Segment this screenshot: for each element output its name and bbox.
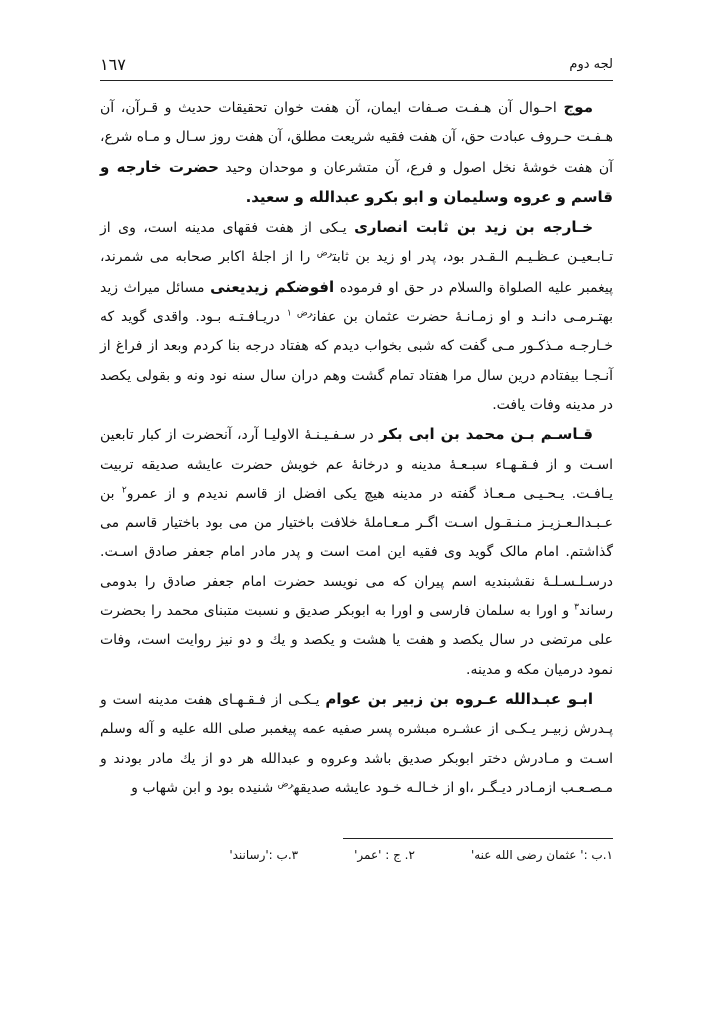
page-number: ١٦٧ — [100, 55, 126, 74]
paragraph-qasim — [100, 420, 613, 685]
paragraph-text: یـکی از هفت فقهای مدینه است، وی از تـابـعیـن عـظـیـم الـقـدر بود، پدر او زید بن ثابت — [100, 220, 613, 266]
running-title: لجه دوم — [569, 57, 613, 72]
paragraph-text: بن عـبـدالـعـزیـز مـنـقـول اسـت اگـر مـعـاملهٔ خلافت باختیار من می بود باختیار قاسم می گذاشتم. امام مالک گوید وی فقیه این امت است و پدر مادر امام جعفر صادق اسـت. درسـلـسـلـهٔ نقشبندیه اسم پیران که می نویسد حضرت امام جعفر صادق را بدومی رساند — [100, 485, 613, 620]
footnote: ٣.ب :'رسانند' — [229, 848, 299, 862]
footnote-ref: ٣ — [574, 602, 579, 613]
footnote-ref: ٢ — [121, 485, 127, 496]
paragraph-text: احـوال آن هـفـت صـفات ایمان، آن هفت خوان تحقیقات حدیث و قـرآن، آن هـفـت حـروف عبادت حق، آن هفت فقیه شریعت مطلق، آن هفت روز سـال و مـاه شرع، آن هفت خوشهٔ نخل اصول و فرع، آن متشرعان و موحدان وحید — [100, 100, 614, 176]
paragraph-tail: حضرت خارجه و قاسم و عروه وسلیمان و ابو بکرو عبدالله و سعید. — [100, 157, 613, 206]
paragraph-lead: خـارجه بن زید بن ثابت انصاری — [354, 218, 594, 237]
body-text — [100, 93, 613, 803]
paragraph-urwah — [100, 685, 613, 803]
paragraph-lead: قـاسـم بـن محمد بن ابی بکر — [378, 425, 593, 444]
paragraph-kharijah — [100, 213, 613, 420]
paragraph-text: یـکـی از فـقـهـای هفت مدینه است و پـدرش زبیـر یـکـی از عشـره مبشره پسر صفیه عمه پیغمبر صلی الله علیه و آله وسلم اسـت و مـادرش دختر ابوبکر صدیق باشد وعروه و عبدالله هر دو از یك مادر بودند و مـصـعـب ازمـادر دیـگـر ،او از خـالـه خـود عایشه صدیقه — [100, 691, 613, 796]
footnotes — [100, 848, 613, 862]
footnote: ١.ب :' عثمان رضی الله عنه' — [470, 848, 613, 862]
hadith-phrase: افوضکم زیدیعنی — [210, 277, 335, 296]
paragraph-lead: موج — [563, 98, 593, 116]
honorific-mark: رض — [316, 248, 333, 259]
footnote-rule — [343, 838, 613, 839]
page-header — [100, 55, 613, 79]
header-rule — [100, 80, 613, 81]
footnote: ٢. ج : 'عمر' — [354, 848, 415, 862]
paragraph-text: را از اجلهٔ اکابر صحابه می شمرند، پیغمبر علیه الصلواة والسلام در حق او فرموده — [100, 249, 613, 296]
footnote-ref: رض ١ — [286, 308, 313, 319]
paragraph-intro — [100, 93, 613, 213]
paragraph-text: دریـافـتـه بـود. واقدی گوید که خـارجـه مـذکـور مـی گفت که شبی بخواب دیدم که هفتاد درجه بنا کردم وبعد از فراغ از آنـجـا بیفتادم درین سال مرا هفتاد تمام گشت وهم دران سال سنه نود ونه و بقولی یکصد در مدینه وفات یافت. — [100, 309, 613, 413]
paragraph-text: شنیده بود و ابن شهاب و — [131, 779, 278, 796]
paragraph-text: در سـفـیـنـهٔ الاولیـا آرد، آنحضرت از کبار تابعین اسـت و از فـقـهـاء سبـعـهٔ مدینه و درخانهٔ عم خویش حضرت عایشه صدیقه تربیت یـافـت. یـحـیـی مـعـاذ گفته در مدینه هیچ یکی افضل از قاسم ندیدم و از عمرو — [100, 427, 613, 502]
paragraph-lead: ابـو عبـدالله عـروه بن زبیر بن عوام — [325, 689, 593, 708]
paragraph-text: مسائل میراث زید بهتـرمـی دانـد و او زمـانـهٔ حضرت عثمان بن عفان — [100, 279, 613, 326]
paragraph-text: و اورا به سلمان فارسی و اورا به ابوبکر صدیق و نسبت متبنای محمد را بحضرت علی مرتضی در سال یکصد و هفت یا هشت و یکصد و یك و دو نیز روایت است، وفات نمود درمیان مکه و مدینه. — [100, 603, 613, 678]
honorific-mark: رض — [277, 779, 294, 790]
